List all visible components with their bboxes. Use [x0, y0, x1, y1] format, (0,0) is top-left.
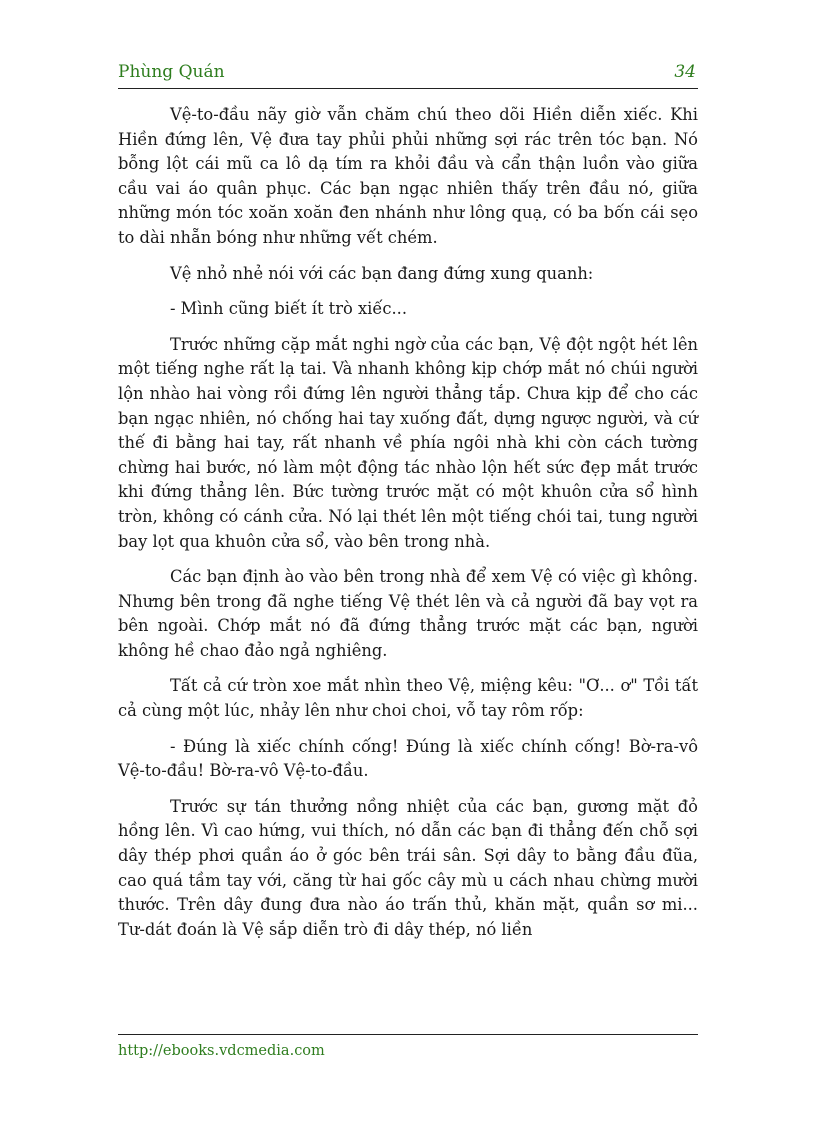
footer-url-link[interactable]: http://ebooks.vdcmedia.com	[118, 1043, 325, 1059]
paragraph: Vệ nhỏ nhẻ nói với các bạn đang đứng xung quanh:	[170, 263, 594, 283]
page-header	[118, 62, 698, 89]
body-text	[118, 103, 698, 953]
paragraph: - Mình cũng biết ít trò xiếc...	[170, 299, 408, 319]
paragraph: Trước những cặp mắt nghi ngờ của các bạn, Vệ đột ngột hét lên một tiếng nghe rất lạ tai. Và nhanh không kịp chớp mắt nó chúi người lộn nhào hai vòng rồi đứng lên người thẳng tắp. Chưa kịp để cho các bạn ngạc nhiên, nó chống hai tay xuống đất, dựng ngược người, và cứ thế đi bằng hai tay, rất nhanh về phía ngôi nhà khi còn cách tường chừng hai bước, nó làm một động tác nhào lộn hết sức đẹp mắt trước khi đứng thẳng lên. Bức tường trước mặt có một khuôn cửa sổ hình tròn, không có cánh cửa. Nó lại thét lên một tiếng chói tai, tung người bay lọt qua khuôn cửa sổ, vào bên trong nhà.	[118, 334, 698, 551]
paragraph: Tất cả cứ tròn xoe mắt nhìn theo Vệ, miệng kêu: "Ơ... ơ" Tồi tất cả cùng một lúc, nhảy lên như choi choi, vỗ tay rôm rốp:	[118, 676, 698, 721]
paragraph: - Đúng là xiếc chính cống! Đúng là xiếc chính cống! Bờ-ra-vô Vệ-to-đầu! Bờ-ra-vô Vệ-to-đầu.	[118, 736, 698, 781]
page-number: 34	[674, 62, 696, 82]
author-name: Phùng Quán	[118, 62, 225, 82]
footer-divider	[118, 1034, 698, 1035]
paragraph: Trước sự tán thưởng nồng nhiệt của các bạn, gương mặt đỏ hồng lên. Vì cao hứng, vui thích, nó dẫn các bạn đi thẳng đến chỗ sợi dây thép phơi quần áo ở góc bên trái sân. Sợi dây to bằng đầu đũa, cao quá tầm tay với, căng từ hai gốc cây mù u cách nhau chừng mười thước. Trên dây đung đưa nào áo trấn thủ, khăn mặt, quần sơ mi... Tư-dát đoán là Vệ sắp diễn trò đi dây thép, nó liền	[118, 796, 698, 939]
paragraph: Vệ-to-đầu nãy giờ vẫn chăm chú theo dõi Hiền diễn xiếc. Khi Hiền đứng lên, Vệ đưa tay phủi phủi những sợi rác trên tóc bạn. Nó bỗng lột cái mũ ca lô dạ tím ra khỏi đầu và cẩn thận luồn vào giữa cầu vai áo quân phục. Các bạn ngạc nhiên thấy trên đầu nó, giữa những món tóc xoăn xoăn đen nhánh như lông quạ, có ba bốn cái sẹo to dài nhẵn bóng như những vết chém.	[118, 105, 698, 247]
paragraph: Các bạn định ào vào bên trong nhà để xem Vệ có việc gì không. Nhưng bên trong đã nghe tiếng Vệ thét lên và cả người đã bay vọt ra bên ngoài. Chớp mắt nó đã đứng thẳng trước mặt các bạn, người không hề chao đảo ngả nghiêng.	[118, 567, 698, 660]
